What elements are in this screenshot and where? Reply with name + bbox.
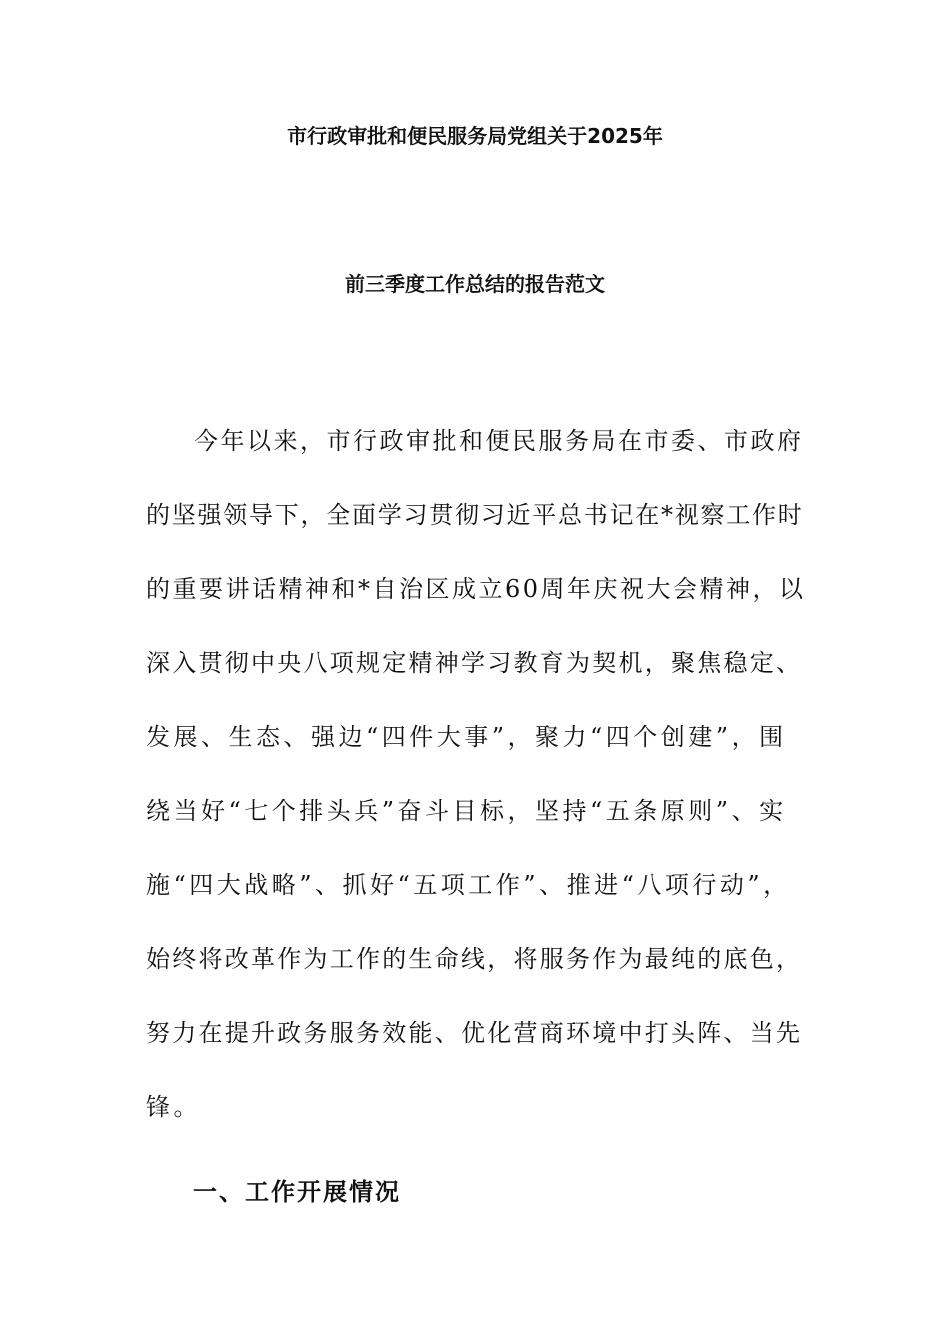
paragraph-line: 绕当好“七个排头兵”奋斗目标，坚持“五条原则”、实 (146, 797, 787, 825)
paragraph-line: 努力在提升政务服务效能、优化营商环境中打头阵、当先 (146, 1019, 803, 1047)
paragraph-line: 的重要讲话精神和*自治区成立60周年庆祝大会精神，以 (146, 575, 806, 603)
document-title-line-2: 前三季度工作总结的报告范文 (345, 272, 605, 296)
document-title-line-1: 市行政审批和便民服务局党组关于2025年 (287, 124, 663, 148)
section-heading: 一、工作开展情况 (193, 1178, 401, 1206)
paragraph-line: 今年以来，市行政审批和便民服务局在市委、市政府 (194, 427, 804, 455)
paragraph-line: 锋。 (146, 1093, 201, 1121)
paragraph-line: 始终将改革作为工作的生命线，将服务作为最纯的底色， (146, 945, 803, 973)
paragraph-line: 施“四大战略”、抓好“五项工作”、推进“八项行动”， (146, 871, 791, 899)
paragraph-line: 深入贯彻中央八项规定精神学习教育为契机，聚焦稳定、 (146, 649, 803, 677)
paragraph-line: 的坚强领导下，全面学习贯彻习近平总书记在*视察工作时 (146, 501, 804, 529)
paragraph-line: 发展、生态、强边“四件大事”，聚力“四个创建”，围 (146, 723, 787, 751)
